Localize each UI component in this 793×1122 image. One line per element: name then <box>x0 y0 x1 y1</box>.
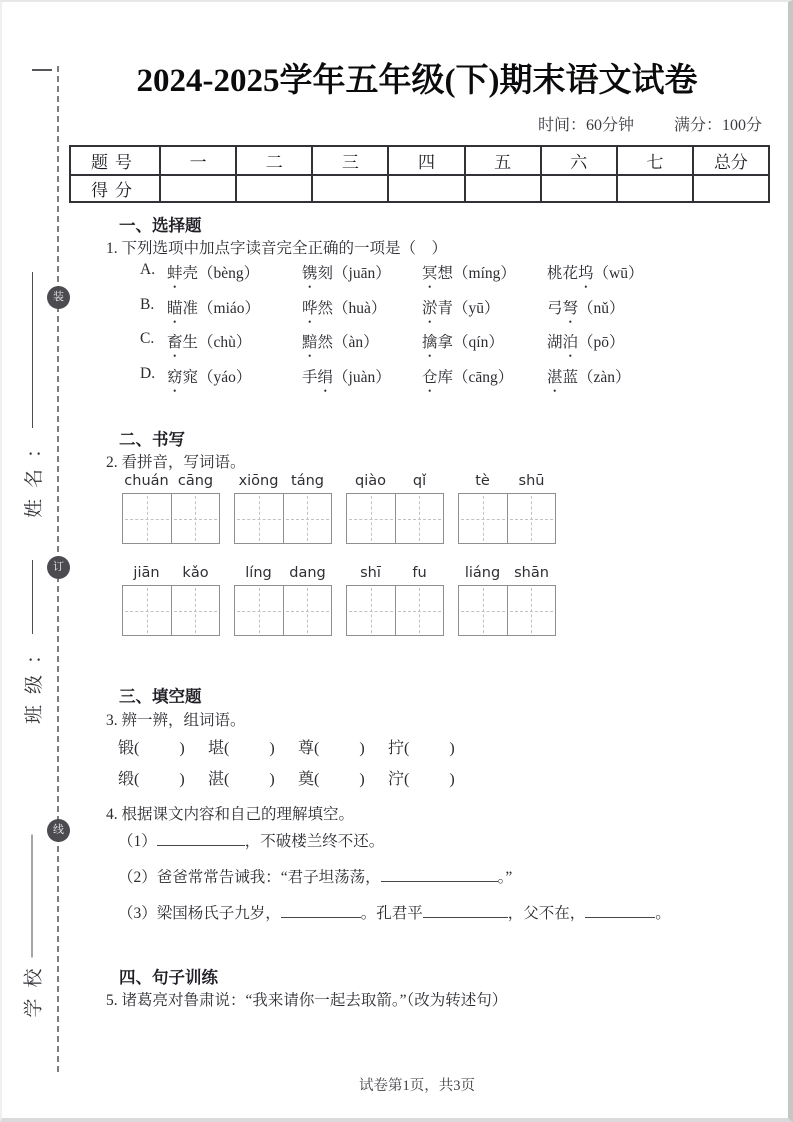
base-character: 拧 <box>388 740 405 757</box>
option-word: 湛蓝（zàn） <box>547 368 631 386</box>
section3-heading: 三、填空题 <box>119 687 202 706</box>
option-word: 黯然（àn） <box>302 334 379 351</box>
name-field-vertical <box>21 272 43 518</box>
pinyin-syllable: líng <box>245 565 272 581</box>
question1-stem: 1. 下列选项中加点字读音完全正确的一项是（ ） <box>106 240 448 257</box>
pinyin-word-group <box>122 473 220 544</box>
question4-stem: 4. 根据课文内容和自己的理解填空。 <box>106 806 355 823</box>
pinyin-syllable: qiào <box>355 473 386 489</box>
score-table-score-cell <box>388 175 464 202</box>
name-label: 姓名： <box>23 427 45 518</box>
binding-seal-ding: 订 <box>47 556 70 579</box>
score-table-column-header: 七 <box>617 146 693 175</box>
pinyin-grid-row-1 <box>122 473 556 544</box>
score-table <box>69 145 770 203</box>
base-character: 奠 <box>298 771 315 788</box>
dotted-character: 冥 <box>422 265 438 282</box>
fill-line-blank <box>585 904 655 918</box>
fill-line-blank <box>381 868 498 882</box>
writing-cells <box>346 493 444 544</box>
writing-cell <box>234 585 284 636</box>
base-character: 泞 <box>388 771 405 788</box>
word-pair-row <box>118 766 478 797</box>
pinyin-syllable: cāng <box>177 473 214 489</box>
score-table-column-header: 一 <box>160 146 236 175</box>
question3-stem: 3. 辨一辨，组词语。 <box>106 712 246 729</box>
binding-seal-xian: 线 <box>47 819 70 842</box>
section2-heading: 二、书写 <box>119 430 185 449</box>
writing-cells <box>234 493 332 544</box>
writing-cell <box>458 585 508 636</box>
writing-cells <box>458 585 556 636</box>
score-table-score-cell <box>236 175 312 202</box>
score-table-score-cell <box>312 175 388 202</box>
fill-line-text: （3）梁国杨氏子九岁， <box>118 905 281 922</box>
option-word: 淤青（yū） <box>422 299 500 317</box>
fill-line-text: 。 <box>655 905 671 922</box>
writing-cell <box>283 585 333 636</box>
dotted-character: 坞 <box>578 265 594 282</box>
writing-cell <box>283 493 333 544</box>
school-label: 学校 <box>23 957 44 1018</box>
fill-line-text: 。” <box>497 869 513 886</box>
writing-cell <box>507 585 557 636</box>
option-label: B. <box>140 295 155 313</box>
pinyin-reading: （àn） <box>333 334 379 351</box>
base-character: 缎 <box>118 771 135 788</box>
fill-blank-line <box>118 896 671 932</box>
word-pair-item: 缎( ) <box>118 771 185 788</box>
dotted-character: 哗 <box>302 299 318 317</box>
class-label: 班级： <box>23 633 45 724</box>
word-pair-item: 奠( ) <box>298 771 365 788</box>
pinyin-word-group <box>346 473 444 544</box>
pinyin-reading: （pō） <box>578 334 625 351</box>
dotted-character: 淤 <box>422 299 438 317</box>
fill-line-text: ，不破楼兰终不还。 <box>244 833 385 850</box>
option-word: 弓弩（nǔ） <box>547 299 625 317</box>
pinyin-reading: （cāng） <box>453 368 514 386</box>
pinyin-syllable: shū <box>518 473 545 489</box>
dotted-character: 畜 <box>167 334 183 351</box>
pinyin-syllable: kǎo <box>182 565 209 581</box>
writing-cell <box>171 585 221 636</box>
pinyin-syllable: shān <box>514 565 549 581</box>
dotted-character: 黯 <box>302 334 318 351</box>
base-character: 湛 <box>208 771 225 788</box>
pinyin-syllable: fu <box>412 565 427 581</box>
pinyin-syllable: xiōng <box>238 473 279 489</box>
pinyin-syllable: táng <box>291 473 324 489</box>
writing-cells <box>122 493 220 544</box>
fill-line-text: （1） <box>118 833 157 850</box>
fill-line-text: （2）爸爸常常告诫我：“君子坦荡荡， <box>118 869 381 886</box>
school-blank-line <box>31 835 32 958</box>
pinyin-syllable: chuán <box>124 473 169 489</box>
word-pair-item: 尊( ) <box>298 740 365 757</box>
option-word: 湖泊（pō） <box>547 334 625 351</box>
base-character: 堪 <box>208 740 225 757</box>
time-label: 时间： <box>537 117 586 134</box>
option-word: 瞄准（miáo） <box>167 299 261 317</box>
full-score-label: 满分： <box>673 117 722 134</box>
dotted-character: 瞄 <box>167 299 183 317</box>
score-table-column-header: 五 <box>465 146 541 175</box>
score-table-column-header: 二 <box>236 146 312 175</box>
fill-line-text: ，父不在， <box>507 905 586 922</box>
word-pair-item: 湛( ) <box>208 771 275 788</box>
option-word: 哗然（huà） <box>302 299 387 317</box>
writing-cell <box>346 493 396 544</box>
score-table-score-cell <box>160 175 236 202</box>
pinyin-reading: （juān） <box>333 265 391 282</box>
writing-cells <box>458 493 556 544</box>
dotted-character: 湛 <box>547 368 563 386</box>
pinyin-labels <box>234 473 332 493</box>
fill-line-blank <box>157 832 245 846</box>
pinyin-reading: （bèng） <box>198 265 260 282</box>
writing-cell <box>122 493 172 544</box>
option-word: 擒拿（qín） <box>422 334 504 351</box>
name-blank-line <box>32 272 33 428</box>
pinyin-reading: （miáo） <box>198 299 261 317</box>
option-word: 仓库（cāng） <box>422 368 514 386</box>
option-label: A. <box>140 261 156 278</box>
base-character: 尊 <box>298 740 315 757</box>
word-pair-item: 锻( ) <box>118 740 185 757</box>
option-word: 冥想（míng） <box>422 265 516 282</box>
full-score-value: 100分 <box>721 117 762 134</box>
pinyin-labels <box>346 565 444 585</box>
section4-heading: 四、句子训练 <box>119 968 218 987</box>
exam-meta <box>72 112 762 135</box>
class-field-vertical <box>21 560 43 724</box>
pinyin-reading: （yū） <box>453 299 500 317</box>
writing-cell <box>458 493 508 544</box>
pinyin-word-group <box>234 565 332 636</box>
pinyin-reading: （zàn） <box>578 368 631 386</box>
pinyin-word-group <box>234 473 332 544</box>
pinyin-reading: （chù） <box>198 334 252 351</box>
word-pair-item: 泞( ) <box>388 771 455 788</box>
dotted-character: 擒 <box>422 334 438 351</box>
dotted-character: 蚌 <box>167 265 183 282</box>
word-pair-row <box>118 735 478 766</box>
question2-stem: 2. 看拼音，写词语。 <box>106 454 246 471</box>
score-table-score-cell <box>541 175 617 202</box>
score-table-score-cell <box>465 175 541 202</box>
score-table-score-cell <box>617 175 693 202</box>
pinyin-labels <box>346 473 444 493</box>
pinyin-reading: （wū） <box>593 265 644 282</box>
dotted-character: 窈 <box>167 368 183 386</box>
pinyin-reading: （míng） <box>453 265 516 282</box>
pinyin-syllable: qǐ <box>412 473 427 489</box>
exam-title: 2024-2025学年五年级(下)期末语文试卷 <box>136 63 698 99</box>
page-footer: 试卷第1页，共3页 <box>359 1078 475 1094</box>
base-character: 锻 <box>118 740 135 757</box>
binding-seal-zhuang: 装 <box>47 286 70 309</box>
writing-cell <box>171 493 221 544</box>
pinyin-word-group <box>458 473 556 544</box>
word-pair-item: 堪( ) <box>208 740 275 757</box>
binding-top-tick <box>32 69 52 71</box>
dotted-character: 弩 <box>562 299 579 317</box>
pinyin-reading: （nǔ） <box>578 299 625 317</box>
section1-heading: 一、选择题 <box>119 216 202 235</box>
dotted-character: 仓 <box>422 368 438 386</box>
pinyin-syllable: dang <box>289 565 326 581</box>
option-word: 窈窕（yáo） <box>167 368 252 386</box>
pinyin-labels <box>234 565 332 585</box>
score-table-column-header: 总分 <box>693 146 769 175</box>
score-table-score-label: 得分 <box>70 175 160 202</box>
time-value: 60分钟 <box>585 117 634 134</box>
writing-cell <box>507 493 557 544</box>
writing-cells <box>234 585 332 636</box>
pinyin-grid-row-2 <box>122 565 556 636</box>
writing-cells <box>346 585 444 636</box>
score-table-score-cell <box>693 175 769 202</box>
fill-blank-line <box>118 824 671 860</box>
option-word: 蚌壳（bèng） <box>167 265 260 282</box>
dotted-character: 镌 <box>302 265 318 282</box>
pinyin-syllable: tè <box>475 473 490 489</box>
pinyin-word-group <box>458 565 556 636</box>
score-table-header-row <box>70 146 769 175</box>
fill-line-blank <box>423 904 508 918</box>
pinyin-syllable: liáng <box>464 565 501 581</box>
class-blank-line <box>32 560 33 634</box>
score-table-column-header: 三 <box>312 146 388 175</box>
pinyin-word-group <box>122 565 220 636</box>
question3-word-pairs <box>118 735 478 797</box>
writing-cells <box>122 585 220 636</box>
pinyin-labels <box>122 565 220 585</box>
writing-cell <box>122 585 172 636</box>
score-table-column-header: 六 <box>541 146 617 175</box>
option-word: 镌刻（juān） <box>302 265 391 282</box>
fill-line-text: 。孔君平 <box>360 905 423 922</box>
option-word: 桃花坞（wū） <box>547 265 644 282</box>
question5-stem: 5. 诸葛亮对鲁肃说：“我来请你一起去取箭。”（改为转述句） <box>106 992 508 1009</box>
fill-blank-line <box>118 860 671 896</box>
dotted-character: 绢 <box>317 368 334 386</box>
question4-fill-lines <box>118 824 671 932</box>
option-label: D. <box>140 364 156 382</box>
writing-cell <box>346 585 396 636</box>
school-field-vertical <box>21 835 43 1018</box>
pinyin-reading: （huà） <box>333 299 387 317</box>
fill-line-blank <box>281 904 361 918</box>
score-table-column-header: 四 <box>388 146 464 175</box>
option-word: 畜生（chù） <box>167 334 252 351</box>
pinyin-word-group <box>346 565 444 636</box>
pinyin-reading: （juàn） <box>333 368 391 386</box>
score-table-score-row <box>70 175 769 202</box>
option-label: C. <box>140 330 155 347</box>
score-table-corner-cell: 题号 <box>70 146 160 175</box>
writing-cell <box>395 585 445 636</box>
writing-cell <box>234 493 284 544</box>
writing-cell <box>395 493 445 544</box>
pinyin-syllable: jiān <box>133 565 160 581</box>
dotted-character: 泊 <box>562 334 579 351</box>
pinyin-labels <box>458 473 556 493</box>
option-word: 手绢（juàn） <box>302 368 391 386</box>
word-pair-item: 拧( ) <box>388 740 455 757</box>
pinyin-reading: （qín） <box>453 334 504 351</box>
pinyin-syllable: shī <box>360 565 381 581</box>
pinyin-labels <box>122 473 220 493</box>
pinyin-reading: （yáo） <box>198 368 252 386</box>
pinyin-labels <box>458 565 556 585</box>
